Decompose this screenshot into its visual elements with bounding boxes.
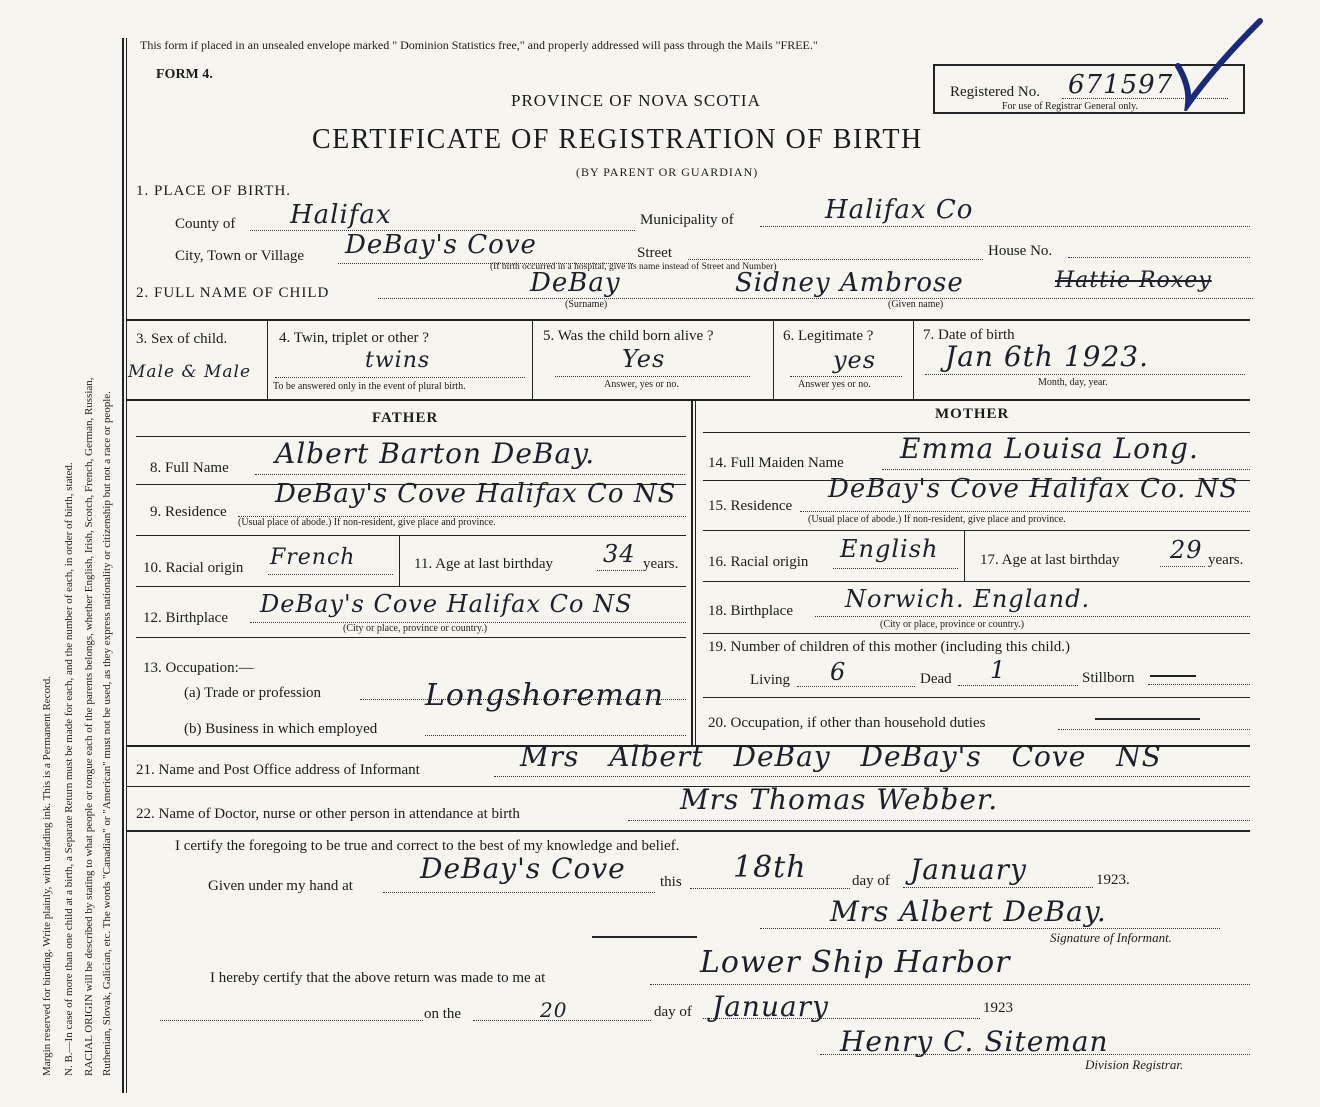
row3-div-4 [913, 319, 914, 399]
registrar-signature: Henry C. Siteman [840, 1025, 1109, 1058]
registrar-line: I hereby certify that the above return was made to me at [210, 970, 546, 986]
margin-rule-thin [126, 38, 127, 1093]
column-divider [691, 400, 693, 745]
margin-line-3: RACIAL ORIGIN will be described by stating to what people or tongue each of the parents belongs, whether English, Irish, Scotch, French, German, Russian, [83, 377, 95, 1076]
mother-birthplace-label: 18. Birthplace [708, 603, 793, 619]
father-name-label: 8. Full Name [150, 460, 229, 476]
registrar-signature-label: Division Registrar. [1085, 1057, 1184, 1072]
day-line [690, 888, 850, 889]
twin-line [275, 377, 525, 378]
stillborn-label: Stillborn [1082, 670, 1135, 686]
legitimate-line [790, 376, 902, 377]
father-row-rule-4 [136, 637, 686, 638]
given-place-value: DeBay's Cove [420, 852, 626, 885]
margin-notes [0, 0, 120, 1107]
separator-rule [592, 936, 697, 938]
mother-birthplace-line [815, 616, 1250, 617]
day-of-label: day of [852, 873, 890, 889]
city-label: City, Town or Village [175, 248, 305, 264]
certificate-title: CERTIFICATE OF REGISTRATION OF BIRTH [312, 124, 923, 155]
stillborn-dash [1150, 675, 1196, 677]
certificate-subtitle: (BY PARENT OR GUARDIAN) [576, 165, 759, 179]
check-mark-icon [1170, 16, 1270, 111]
mother-age-value: 29 [1170, 536, 1203, 564]
child-name-label: 2. FULL NAME OF CHILD [136, 285, 330, 301]
living-value: 6 [830, 658, 847, 686]
surname-label: (Surname) [565, 299, 608, 310]
child-given-name: Sidney Ambrose [735, 268, 964, 298]
mother-race-label: 16. Racial origin [708, 554, 809, 570]
hospital-note: (If birth occurred in a hospital, give its name instead of Street and Number) [490, 262, 777, 272]
informant-line [494, 776, 1250, 777]
given-name-label: (Given name) [888, 299, 944, 310]
on-the-label: on the [424, 1006, 462, 1022]
registrar-month-value: January [712, 990, 829, 1023]
doctor-line [628, 820, 1250, 821]
mother-age-label: 17. Age at last birthday [980, 552, 1120, 568]
registered-label: Registered No. [950, 84, 1040, 100]
legitimate-note: Answer yes or no. [798, 379, 871, 390]
father-trade-value: Longshoreman [425, 678, 665, 713]
doctor-label: 22. Name of Doctor, nurse or other person in attendance at birth [136, 806, 520, 822]
father-age-years: years. [643, 556, 679, 572]
place-heading: 1. PLACE OF BIRTH. [136, 183, 292, 199]
form-number: FORM 4. [156, 67, 213, 82]
registrar-day-of-label: day of [654, 1004, 692, 1020]
registrar-day-value: 20 [540, 998, 568, 1022]
given-label: Given under my hand at [208, 878, 353, 894]
house-label: House No. [988, 243, 1053, 259]
father-race-div [399, 536, 400, 586]
informant-label: 21. Name and Post Office address of Informant [136, 762, 420, 778]
living-label: Living [750, 672, 790, 688]
father-age-value: 34 [603, 540, 636, 568]
registrar-signature-line [820, 1054, 1250, 1055]
father-row-rule-3 [136, 586, 686, 587]
father-name-line [255, 474, 685, 475]
father-business-line [425, 735, 686, 736]
municipality-label: Municipality of [640, 212, 734, 228]
row3-top-rule [126, 319, 1250, 321]
twin-note: To be answered only in the event of plural birth. [273, 381, 466, 392]
struck-name: Hattie Roxey [1055, 268, 1212, 293]
mother-name-line [882, 469, 1250, 470]
informant-signature-label: Signature of Informant. [1050, 930, 1172, 945]
alive-note: Answer, yes or no. [604, 379, 679, 390]
sex-label: 3. Sex of child. [136, 331, 228, 347]
father-birthplace-value: DeBay's Cove Halifax Co NS [260, 590, 633, 618]
father-birthplace-label: 12. Birthplace [143, 610, 228, 626]
mother-residence-value: DeBay's Cove Halifax Co. NS [828, 474, 1239, 504]
margin-rule [122, 38, 124, 1093]
legitimate-label: 6. Legitimate ? [783, 328, 874, 344]
year-value: 1923. [1096, 872, 1130, 888]
registrar-lead-line [160, 1020, 423, 1021]
column-divider-2 [695, 400, 696, 745]
mother-birthplace-value: Norwich. England. [845, 585, 1091, 613]
mother-residence-line [800, 511, 1250, 512]
mother-race-line [833, 568, 958, 569]
stillborn-line [1148, 684, 1250, 685]
registrar-place-value: Lower Ship Harbor [700, 945, 1011, 980]
mother-name-value: Emma Louisa Long. [900, 432, 1199, 465]
mother-age-line [1160, 566, 1205, 567]
mother-heading: MOTHER [935, 406, 1010, 422]
city-value: DeBay's Cove [345, 230, 537, 260]
mother-occupation-label: 20. Occupation, if other than household duties [708, 715, 986, 731]
mother-occupation-line [1058, 729, 1250, 730]
sex-value: Male & Male [128, 362, 252, 382]
alive-label: 5. Was the child born alive ? [543, 328, 714, 344]
twin-value: twins [365, 348, 431, 373]
street-label: Street [637, 245, 672, 261]
dob-line [925, 374, 1245, 375]
row3-div-3 [773, 319, 774, 399]
registered-number: 671597 [1068, 70, 1174, 100]
day-value: 18th [733, 850, 807, 885]
father-residence-note: (Usual place of abode.) If non-resident, give place and province. [238, 517, 496, 528]
mother-age-years: years. [1208, 552, 1244, 568]
twin-label: 4. Twin, triplet or other ? [279, 330, 429, 346]
living-line [797, 686, 915, 687]
legitimate-value: yes [833, 346, 877, 374]
month-line [903, 887, 1093, 888]
registrar-year: 1923 [983, 1000, 1013, 1016]
province: PROVINCE OF NOVA SCOTIA [511, 91, 761, 110]
father-age-label: 11. Age at last birthday [414, 556, 553, 572]
mother-row-rule-2 [703, 530, 1250, 531]
mother-row-rule-5 [703, 697, 1250, 698]
mail-notice: This form if placed in an unsealed envelope marked " Dominion Statistics free," and properly addressed will pass through the Mails "FREE." [140, 38, 818, 52]
child-surname: DeBay [530, 268, 621, 298]
father-heading: FATHER [372, 410, 439, 426]
house-line [1068, 257, 1250, 258]
father-row-rule-2 [136, 535, 686, 536]
certify-line: I certify the foregoing to be true and correct to the best of my knowledge and belief. [175, 838, 680, 854]
dob-value: Jan 6th 1923. [945, 340, 1150, 373]
mother-residence-note: (Usual place of abode.) If non-resident, give place and province. [808, 514, 1066, 525]
municipality-value: Halifax Co [825, 195, 974, 225]
row3-div-1 [267, 319, 268, 399]
mother-name-label: 14. Full Maiden Name [708, 455, 844, 471]
margin-line-2: N. B.—In case of more than one child at a birth, a Separate Return must be made for each, and the number of each, in order of birth, stated. [63, 462, 75, 1076]
father-race-value: French [270, 545, 356, 570]
street-line [688, 259, 983, 260]
dead-label: Dead [920, 671, 952, 687]
dob-note: Month, day, year. [1038, 377, 1108, 388]
mother-row-rule-3 [703, 581, 1250, 582]
father-residence-label: 9. Residence [150, 504, 227, 520]
father-trade-label: (a) Trade or profession [184, 685, 322, 701]
alive-value: Yes [622, 345, 666, 373]
margin-line-1: Margin reserved for binding. Write plainly, with unfading ink. This is a Permanent Record. [41, 676, 53, 1076]
mother-race-div [964, 531, 965, 581]
father-birthplace-note: (City or place, province or country.) [343, 623, 488, 634]
lower-rule-3 [126, 830, 1250, 832]
children-label: 19. Number of children of this mother (including this child.) [708, 639, 1071, 655]
mother-birthplace-note: (City or place, province or country.) [880, 619, 1025, 630]
county-label: County of [175, 216, 236, 232]
municipality-line [760, 226, 1250, 227]
dead-line [958, 685, 1078, 686]
father-race-label: 10. Racial origin [143, 560, 244, 576]
county-value: Halifax [290, 200, 392, 230]
father-race-line [268, 574, 393, 575]
child-name-line [378, 298, 1253, 299]
informant-value: Mrs Albert DeBay DeBay's Cove NS [520, 740, 1162, 773]
month-value: January [910, 853, 1027, 886]
mother-occupation-dash [1095, 718, 1200, 720]
informant-signature-line [760, 928, 1220, 929]
given-place-line [383, 892, 655, 893]
mother-race-value: English [840, 535, 939, 563]
father-occupation-label: 13. Occupation:— [143, 660, 254, 676]
dob-label: 7. Date of birth [923, 327, 1015, 343]
informant-signature: Mrs Albert DeBay. [830, 895, 1107, 928]
father-business-label: (b) Business in which employed [184, 721, 378, 737]
dead-value: 1 [990, 656, 1007, 684]
doctor-value: Mrs Thomas Webber. [680, 783, 999, 816]
father-name-value: Albert Barton DeBay. [275, 437, 596, 470]
mother-row-rule-4 [703, 633, 1250, 634]
registrar-note: For use of Registrar General only. [1002, 101, 1138, 112]
this-label: this [660, 874, 682, 890]
father-age-line [597, 570, 642, 571]
registrar-place-line [650, 984, 1250, 985]
row3-div-2 [532, 319, 533, 399]
margin-line-4: Ruthenian, Slovak, Galician, etc. The words "Canadian" or "American" must not be used, as they express nationality or citizenship but not a race or people. [101, 391, 113, 1076]
father-residence-value: DeBay's Cove Halifax Co NS [275, 479, 677, 509]
row3-bottom-rule [126, 399, 1250, 401]
alive-line [555, 376, 750, 377]
mother-residence-label: 15. Residence [708, 498, 793, 514]
